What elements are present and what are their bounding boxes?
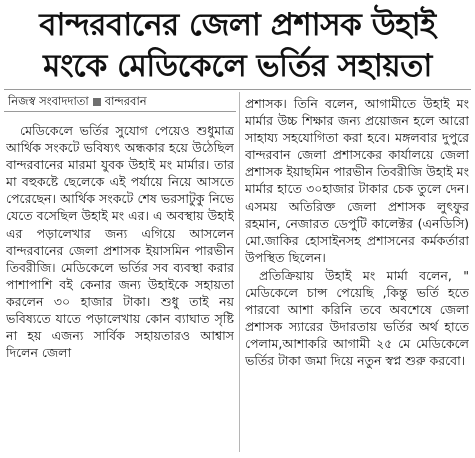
byline-divider <box>4 111 236 112</box>
reporter-name: নিজস্ব সংবাদদাতা <box>8 94 89 108</box>
paragraph: মেডিকেলে ভর্তির সুযোগ পেয়েও শুধুমাত্র আর্থিক সংকটে ভবিষ্যৎ অন্ধকার হয়ে উঠেছিল বান্দরবানের মারমা যুবক উহাই মং মার্মার। তার মা বহুকষ্টে ছেলেকে এই পর্যায়ে নিয়ে আসতে পেরেছেন। আর্থিক সংকটে শেষ ভরসাটুকু নিভে যেতে বসেছিল উহাই মং এর। এ অবস্থায় উহাই এর পড়ালেখার জন্য এগিয়ে আসলেন বান্দরবানের জেলা প্রশাসক ইয়াসমিন পারভীন তিবরীজি। মেডিকেলে ভর্তির সব ব্যবস্থা করার পাশাপাশি বই কেনার জন্য উহাইকে সহায়তা করলেন ৩০ হাজার টাকা। শুধু তাই নয় ভবিষ্যতে যাতে পড়ালেখায় কোন ব্যাঘাত সৃষ্টি না হয় এজন্য সার্বিক সহায়তারও আশ্বাস দিলেন জেলা <box>6 123 234 361</box>
dateline-location: বান্দরবান <box>104 94 147 108</box>
headline-divider <box>4 89 471 90</box>
article-body-right-column <box>245 95 469 451</box>
headline-line-1: বান্দরবানের জেলা প্রশাসক উহাই <box>39 7 436 43</box>
byline <box>8 93 147 109</box>
paragraph: প্রশাসক। তিনি বলেন, আগামীতে উহাই মং মার্মার উচ্চ শিক্ষার জন্য প্রয়োজন হলে আরো সাহায্য সহযোগিতা করা হবে। মঙ্গলবার দুপুরে বান্দরবান জেলা প্রশাসকের কার্যালয়ে জেলা প্রশাসক ইয়াছমিন পারভীন তিবরীজি উহাই মং মার্মার হাতে ৩০হাজার টাকার চেক তুলে দেন। এসময় অতিরিক্ত জেলা প্রশাসক লুৎফুর রহমান, নেজারত ডেপুটি কালেক্টর (এনডিসি) মো.জাকির হোসাইনসহ প্রশাসনের কর্মকর্তারা উপস্থিত ছিলেন। <box>245 96 469 265</box>
paragraph: প্রতিক্রিয়ায় উহাই মং মার্মা বলেন, " মেডিকেলে চান্স পেয়েছি ,কিন্তু ভর্তি হতে পারবো আশা করিনি তবে অবশেষে জেলা প্রশাসক স্যারের উদারতায় ভর্তির অর্থ হাতে পেলাম,আশাকরি আগামী ২৫ মে মেডিকেলে ভর্তির টাকা জমা দিয়ে নতুন স্বপ্ন শুরু করবো। <box>245 267 469 369</box>
square-bullet-icon <box>93 98 101 106</box>
column-divider <box>239 92 240 452</box>
headline-line-2: মংকে মেডিকেলে ভর্তির সহায়তা <box>43 48 432 84</box>
article-body-left-column <box>6 122 234 458</box>
